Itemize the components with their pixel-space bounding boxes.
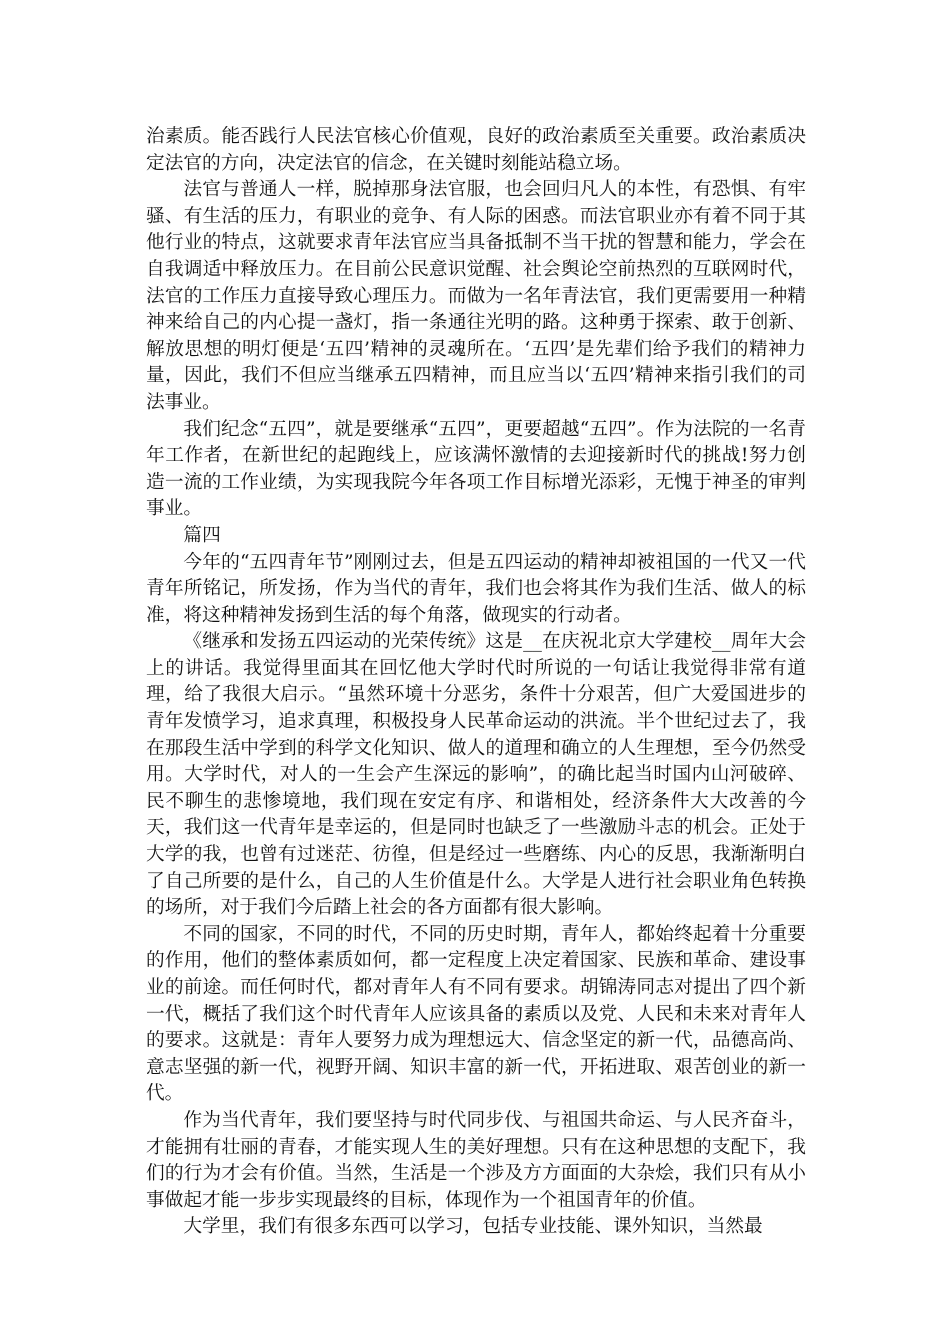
document-page [146,124,806,1241]
paragraph-8: 大学里，我们有很多东西可以学习，包括专业技能、课外知识，当然最 [183,1216,763,1238]
paragraph-4: 今年的“五四青年节”刚刚过去，但是五四运动的精神却被祖国的一代又一代青年所铭记，所发扬，作为当代的青年，我们也会将其作为我们生活、做人的标准，将这种精神发扬到生活的每个角落，做现实的行动者。 [146,551,806,626]
paragraph-1: 治素质。能否践行人民法官核心价值观，良好的政治素质至关重要。政治素质决定法官的方向，决定法官的信念，在关键时刻能站稳立场。 [146,126,806,174]
paragraph-2: 法官与普通人一样，脱掉那身法官服，也会回归凡人的本性，有恐惧、有牢骚、有生活的压力，有职业的竞争、有人际的困惑。而法官职业亦有着不同于其他行业的特点，这就要求青年法官应当具备抵制不当干扰的智慧和能力，学会在自我调适中释放压力。在目前公民意识觉醒、社会舆论空前热烈的互联网时代，法官的工作压力直接导致心理压力。而做为一名年青法官，我们更需要用一种精神来给自己的内心提一盏灯，指一条通往光明的路。这种勇于探索、敢于创新、解放思想的明灯便是‘五四’精神的灵魂所在。‘五四’是先辈们给予我们的精神力量，因此，我们不但应当继承五四精神，而且应当以‘五四’精神来指引我们的司法事业。 [146,179,806,413]
section-heading-part-four: 篇四 [183,524,221,546]
paragraph-5: 《继承和发扬五四运动的光荣传统》这是__在庆祝北京大学建校__周年大会上的讲话。我觉得里面其在回忆他大学时代时所说的一句话让我觉得非常有道理，给了我很大启示。“虽然环境十分恶劣，条件十分艰苦，但广大爱国进步的青年发愤学习，追求真理，积极投身人民革命运动的洪流。半个世纪过去了，我在那段生活中学到的科学文化知识、做人的道理和确立的人生理想，至今仍然受用。大学时代，对人的一生会产生深远的影响”，的确比起当时国内山河破碎、民不聊生的悲惨境地，我们现在安定有序、和谐相处，经济条件大大改善的今天，我们这一代青年是幸运的，但是同时也缺乏了一些激励斗志的机会。正处于大学的我，也曾有过迷茫、彷徨，但是经过一些磨练、内心的反思，我渐渐明白了自己所要的是什么，自己的人生价值是什么。大学是人进行社会职业角色转换的场所，对于我们今后踏上社会的各方面都有很大影响。 [146,631,806,919]
paragraph-3: 我们纪念“五四”，就是要继承“五四”，更要超越“五四”。作为法院的一名青年工作者，在新世纪的起跑线上，应该满怀激情的去迎接新时代的挑战!努力创造一流的工作业绩，为实现我院今年各项工作目标增光添彩，无愧于神圣的审判事业。 [146,418,806,520]
paragraph-7: 作为当代青年，我们要坚持与时代同步伐、与祖国共命运、与人民齐奋斗，才能拥有壮丽的青春，才能实现人生的美好理想。只有在这种思想的支配下，我们的行为才会有价值。当然，生活是一个涉及方方面面的大杂烩，我们只有从小事做起才能一步步实现最终的目标，体现作为一个祖国青年的价值。 [146,1109,806,1211]
paragraph-6: 不同的国家，不同的时代，不同的历史时期，青年人，都始终起着十分重要的作用，他们的整体素质如何，都一定程度上决定着国家、民族和革命、建设事业的前途。而任何时代，都对青年人有不同有要求。胡锦涛同志对提出了四个新一代，概括了我们这个时代青年人应该具备的素质以及党、人民和未来对青年人的要求。这就是：青年人要努力成为理想远大、信念坚定的新一代，品德高尚、意志坚强的新一代，视野开阔、知识丰富的新一代，开拓进取、艰苦创业的新一代。 [146,923,806,1105]
